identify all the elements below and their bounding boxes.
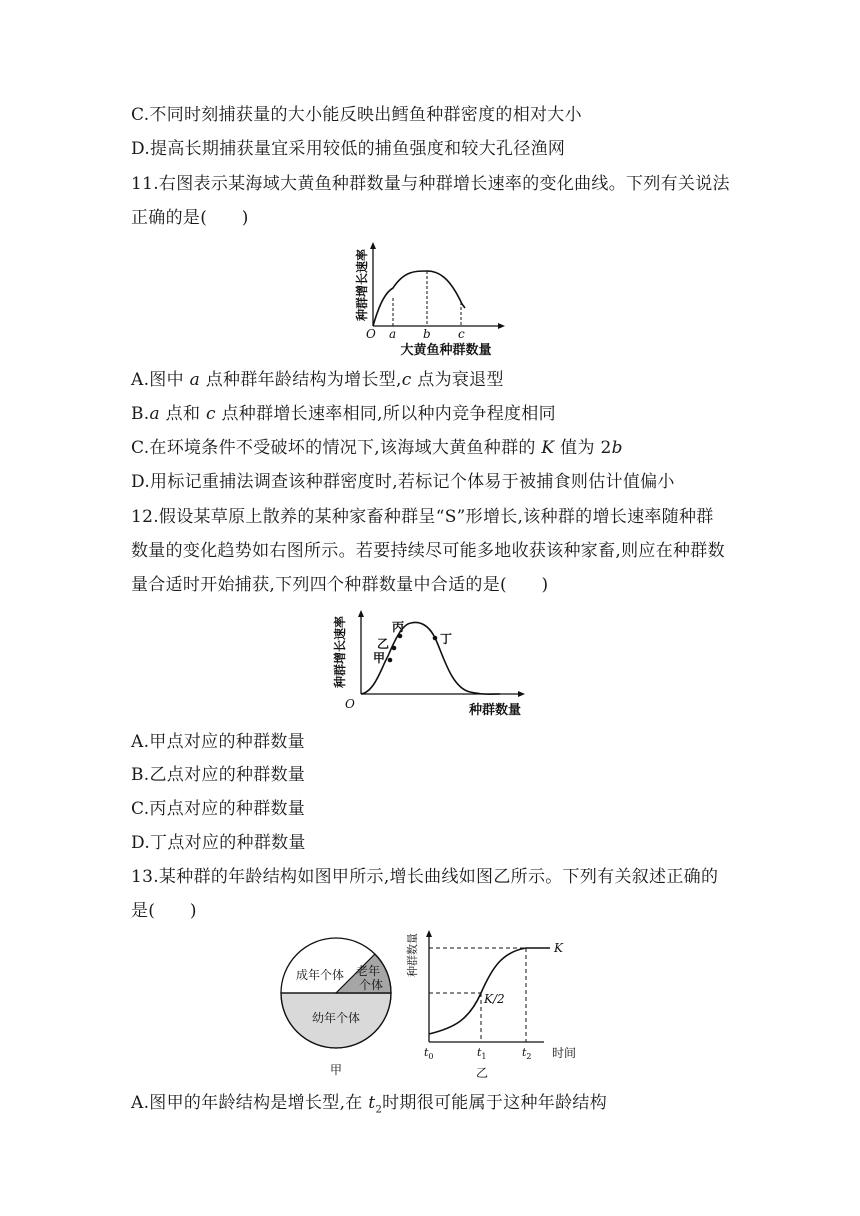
fig13-x-axis-label: 时间 <box>552 1046 577 1060</box>
option-a-q12: A.甲点对应的种群数量 <box>131 732 305 752</box>
figure-13-jia-age-structure-pie <box>276 932 396 1078</box>
pie-old-label-1: 老年 <box>355 964 381 978</box>
point-yi-marker <box>392 646 397 651</box>
question-12-stem-cont1: 数量的变化趋势如右图所示。若要持续尽可能多地收获该种家畜,则应在种群数 <box>131 541 725 561</box>
option-a-q13: A.图甲的年龄结构是增长型,在 $t_2$时期很可能属于这种年龄结构 <box>131 1093 608 1116</box>
option-c-q10: C.不同时刻捕获量的大小能反映出鳕鱼种群密度的相对大小 <box>131 105 582 125</box>
point-ding-marker <box>433 636 438 641</box>
point-jia-label: 甲 <box>373 651 386 665</box>
pie-adult-label: 成年个体 <box>295 968 345 982</box>
fig11-tick-a: a <box>389 327 397 341</box>
question-13-stem: 13.某种群的年龄结构如图甲所示,增长曲线如图乙所示。下列有关叙述正确的 <box>131 867 719 887</box>
figure-12-growth-rate-curve <box>330 604 530 720</box>
point-jia-marker <box>388 658 393 663</box>
question-13-stem-cont: 是( ) <box>131 901 197 921</box>
option-b-q12: B.乙点对应的种群数量 <box>131 765 306 785</box>
option-d-q10: D.提高长期捕获量宜采用较低的捕鱼强度和较大孔径渔网 <box>131 139 566 159</box>
question-11-stem-cont: 正确的是( ) <box>131 208 249 228</box>
question-12-stem: 12.假设某草原上散养的某种家畜种群呈“S”形增长,该种群的增长速率随种群 <box>131 507 714 527</box>
option-d-q11: D.用标记重捕法调查该种群密度时,若标记个体易于被捕食则估计值偏小 <box>131 472 675 492</box>
option-c-q12: C.丙点对应的种群数量 <box>131 799 306 819</box>
fig12-x-axis-label: 种群数量 <box>468 703 522 718</box>
question-12-stem-cont2: 量合适时开始捕获,下列四个种群数量中合适的是( ) <box>131 575 549 595</box>
fig11-origin: O <box>366 327 376 341</box>
fig12-origin: O <box>345 697 355 711</box>
fig12-y-axis-label: 种群增长速率 <box>333 615 347 689</box>
fig13-tick-t1: $t_1$ <box>477 1046 487 1061</box>
fig13-caption-yi: 乙 <box>475 1066 489 1080</box>
option-c-q11: C.在环境条件不受破坏的情况下,该海域大黄鱼种群的 K 值为 2b <box>131 438 623 458</box>
point-bing-marker <box>398 634 403 639</box>
fig11-y-axis-label: 种群增长速率 <box>355 248 369 322</box>
point-ding-label: 丁 <box>440 632 453 646</box>
fig11-x-axis-label: 大黄鱼种群数量 <box>400 343 492 358</box>
point-bing-label: 丙 <box>392 620 405 634</box>
option-a-q11: A.图中 a 点种群年龄结构为增长型,c 点为衰退型 <box>131 370 504 390</box>
figure-11-growth-rate-curve <box>352 238 508 358</box>
fig11-tick-c: c <box>458 327 465 341</box>
fig13-y-axis-label: 种群数量 <box>406 933 419 977</box>
question-11-stem: 11.右图表示某海域大黄鱼种群数量与种群增长速率的变化曲线。下列有关说法 <box>131 174 730 194</box>
fig11-tick-b: b <box>423 327 431 341</box>
point-yi-label: 乙 <box>377 637 390 651</box>
fig13-tick-t0: $t_0$ <box>424 1046 434 1061</box>
option-b-q11: B.a 点和 c 点种群增长速率相同,所以种内竞争程度相同 <box>131 404 556 424</box>
option-d-q12: D.丁点对应的种群数量 <box>131 833 306 853</box>
pie-old-label-2: 个体 <box>358 978 384 992</box>
fig13-K-label: K <box>554 941 563 955</box>
fig13-Khalf-label: K/2 <box>484 992 505 1006</box>
figure-13-yi-growth-curve <box>404 925 594 1081</box>
fig13-caption-jia: 甲 <box>329 1063 343 1077</box>
fig13-tick-t2: $t_2$ <box>522 1046 532 1061</box>
pie-young-label: 幼年个体 <box>311 1011 361 1025</box>
